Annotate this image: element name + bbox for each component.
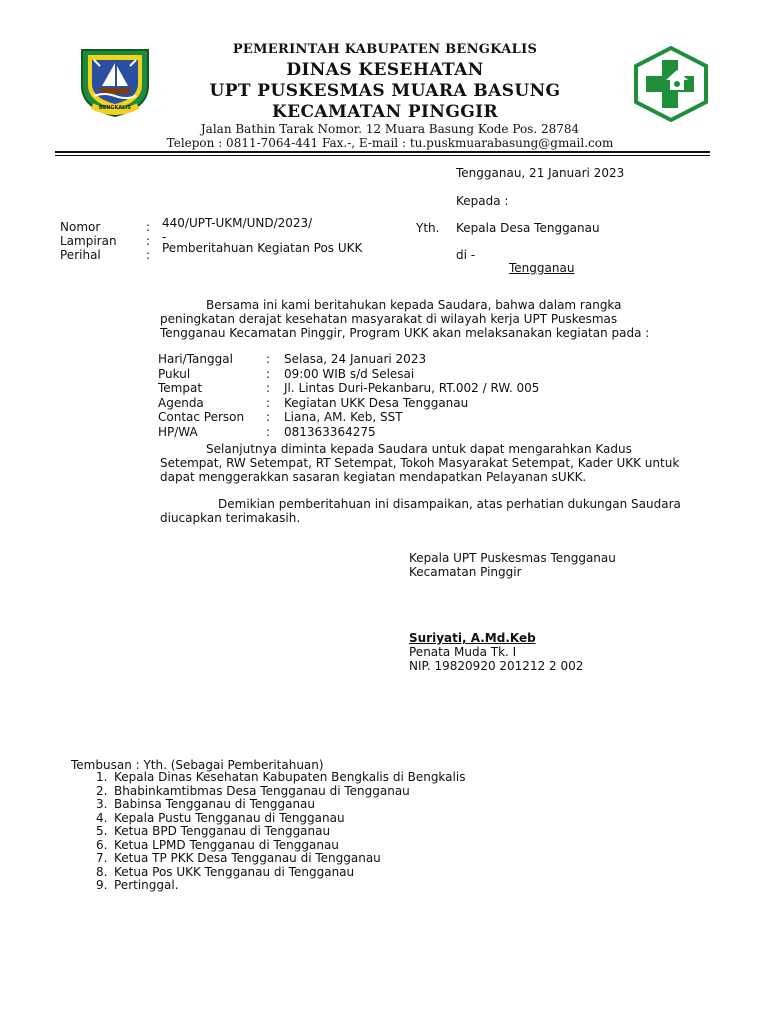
list-item — [82, 785, 465, 799]
list-item — [82, 852, 465, 866]
cc-text: Ketua Pos UKK Tengganau di Tengganau — [114, 864, 355, 879]
signatory-rank: Penata Muda Tk. I — [409, 645, 517, 659]
detail-value: Jl. Lintas Duri-Pekanbaru, RT.002 / RW. 005 — [284, 381, 540, 396]
detail-row — [158, 410, 578, 425]
detail-row — [158, 352, 578, 367]
cc-title: Tembusan : Yth. (Sebagai Pemberitahuan) — [71, 758, 324, 772]
detail-label: Contac Person — [158, 410, 245, 425]
recipient-place: Tengganau — [509, 261, 575, 275]
meta-nomor — [60, 216, 400, 234]
cc-text: Ketua BPD Tengganau di Tengganau — [114, 824, 331, 838]
closing-line: Demikian pemberitahuan ini disampaikan, atas perhatian dukungan Saudara — [218, 497, 681, 511]
detail-row — [158, 367, 578, 382]
meta-colon: : — [146, 248, 151, 262]
cc-text: Babinsa Tengganau di Tengganau — [114, 797, 316, 811]
detail-row — [158, 425, 578, 440]
cc-number: 1. — [96, 770, 108, 784]
detail-colon: : — [266, 395, 271, 410]
puskesmas-logo — [632, 46, 710, 122]
header-government: PEMERINTAH KABUPATEN BENGKALIS — [232, 42, 538, 57]
header-contact: Telepon : 0811-7064-441 Fax.-, E-mail : tu.puskmuarabasung@gmail.com — [166, 136, 614, 150]
request-paragraph — [160, 442, 695, 484]
detail-value: Kegiatan UKK Desa Tengganau — [284, 395, 469, 410]
meta-label: Perihal — [60, 248, 101, 262]
cc-text: Ketua TP PKK Desa Tengganau di Tengganau — [114, 851, 381, 865]
detail-label: Agenda — [158, 395, 204, 410]
meta-label: Nomor — [60, 220, 101, 234]
intro-line: peningkatan derajat kesehatan masyarakat di wilayah kerja UPT Puskesmas — [160, 312, 618, 326]
header-address: Jalan Bathin Tarak Nomor. 12 Muara Basung Kode Pos. 28784 — [200, 122, 580, 136]
bengkalis-logo — [78, 46, 152, 118]
detail-label: HP/WA — [158, 424, 198, 439]
meta-value: Pemberitahuan Kegiatan Pos UKK — [162, 241, 363, 255]
logo-ribbon-text: BENGKALIS — [99, 105, 131, 111]
cc-number: 5. — [96, 824, 108, 838]
list-item — [82, 825, 465, 839]
di-label: di - — [456, 248, 476, 262]
cc-number: 9. — [96, 878, 108, 892]
list-item — [82, 798, 465, 812]
letter-meta — [60, 216, 400, 262]
list-item — [82, 812, 465, 826]
header-district: KECAMATAN PINGGIR — [271, 102, 499, 122]
detail-value: 081363364275 — [284, 424, 376, 439]
detail-colon: : — [266, 381, 271, 396]
header-department: DINAS KESEHATAN — [286, 60, 484, 80]
detail-colon: : — [266, 424, 271, 439]
cc-text: Bhabinkamtibmas Desa Tengganau di Tengganau — [114, 783, 410, 798]
detail-colon: : — [266, 366, 271, 381]
signatory-name: Suriyati, A.Md.Keb — [409, 631, 536, 645]
cc-number: 2. — [96, 783, 108, 798]
activity-details — [158, 352, 578, 440]
cc-text: Pertinggal. — [114, 878, 179, 892]
signatory-nip: NIP. 19820920 201212 2 002 — [409, 659, 584, 673]
request-line: dapat menggerakkan sasaran kegiatan mendapatkan Pelayanan sUKK. — [160, 470, 587, 484]
yth-label: Yth. — [416, 221, 440, 235]
list-item — [82, 839, 465, 853]
header-divider-thin — [55, 155, 710, 156]
signatory-title: Kepala UPT Puskesmas Tengganau — [409, 551, 616, 565]
cc-text: Ketua LPMD Tengganau di Tengganau — [114, 837, 339, 852]
list-item — [82, 879, 465, 893]
intro-line: Tengganau Kecamatan Pinggir, Program UKK akan melaksanakan kegiatan pada : — [160, 326, 650, 340]
cc-number: 8. — [96, 864, 108, 879]
cc-text: Kepala Dinas Kesehatan Kabupaten Bengkalis di Bengkalis — [114, 770, 466, 784]
detail-row — [158, 381, 578, 396]
header-divider-thick — [55, 151, 710, 153]
closing-line: diucapkan terimakasih. — [160, 511, 301, 525]
detail-colon: : — [266, 410, 271, 425]
detail-row — [158, 396, 578, 411]
intro-line: Bersama ini kami beritahukan kepada Saudara, bahwa dalam rangka — [206, 298, 622, 312]
cc-number: 3. — [96, 797, 108, 811]
header-puskesmas: UPT PUSKESMAS MUARA BASUNG — [209, 81, 561, 101]
detail-label: Tempat — [158, 381, 203, 396]
meta-value: 440/UPT-UKM/UND/2023/ — [162, 216, 313, 230]
closing-paragraph — [160, 497, 695, 525]
recipient: Kepala Desa Tengganau — [456, 221, 600, 235]
cc-number: 4. — [96, 810, 108, 825]
request-line: Selanjutnya diminta kepada Saudara untuk dapat mengarahkan Kadus — [206, 442, 632, 456]
list-item — [82, 771, 465, 785]
cc-list — [82, 771, 465, 893]
detail-value: 09:00 WIB s/d Selesai — [284, 366, 415, 381]
cc-text: Kepala Pustu Tengganau di Tengganau — [114, 810, 345, 825]
cc-number: 6. — [96, 837, 108, 852]
meta-colon: : — [146, 220, 151, 234]
kepada-label: Kepada : — [456, 194, 509, 208]
detail-colon: : — [266, 352, 271, 366]
signatory-title-2: Kecamatan Pinggir — [409, 565, 522, 579]
list-item — [82, 866, 465, 880]
meta-value: - — [162, 230, 167, 244]
cc-number: 7. — [96, 851, 108, 865]
meta-label: Lampiran — [60, 234, 117, 248]
intro-paragraph — [160, 298, 695, 340]
detail-label: Pukul — [158, 366, 191, 381]
request-line: Setempat, RW Setempat, RT Setempat, Tokoh Masyarakat Setempat, Kader UKK untuk — [160, 456, 680, 470]
detail-value: Liana, AM. Keb, SST — [284, 410, 403, 425]
detail-value: Selasa, 24 Januari 2023 — [284, 352, 427, 366]
meta-colon: : — [146, 234, 151, 248]
detail-label: Hari/Tanggal — [158, 352, 233, 366]
place-date: Tengganau, 21 Januari 2023 — [456, 166, 625, 180]
